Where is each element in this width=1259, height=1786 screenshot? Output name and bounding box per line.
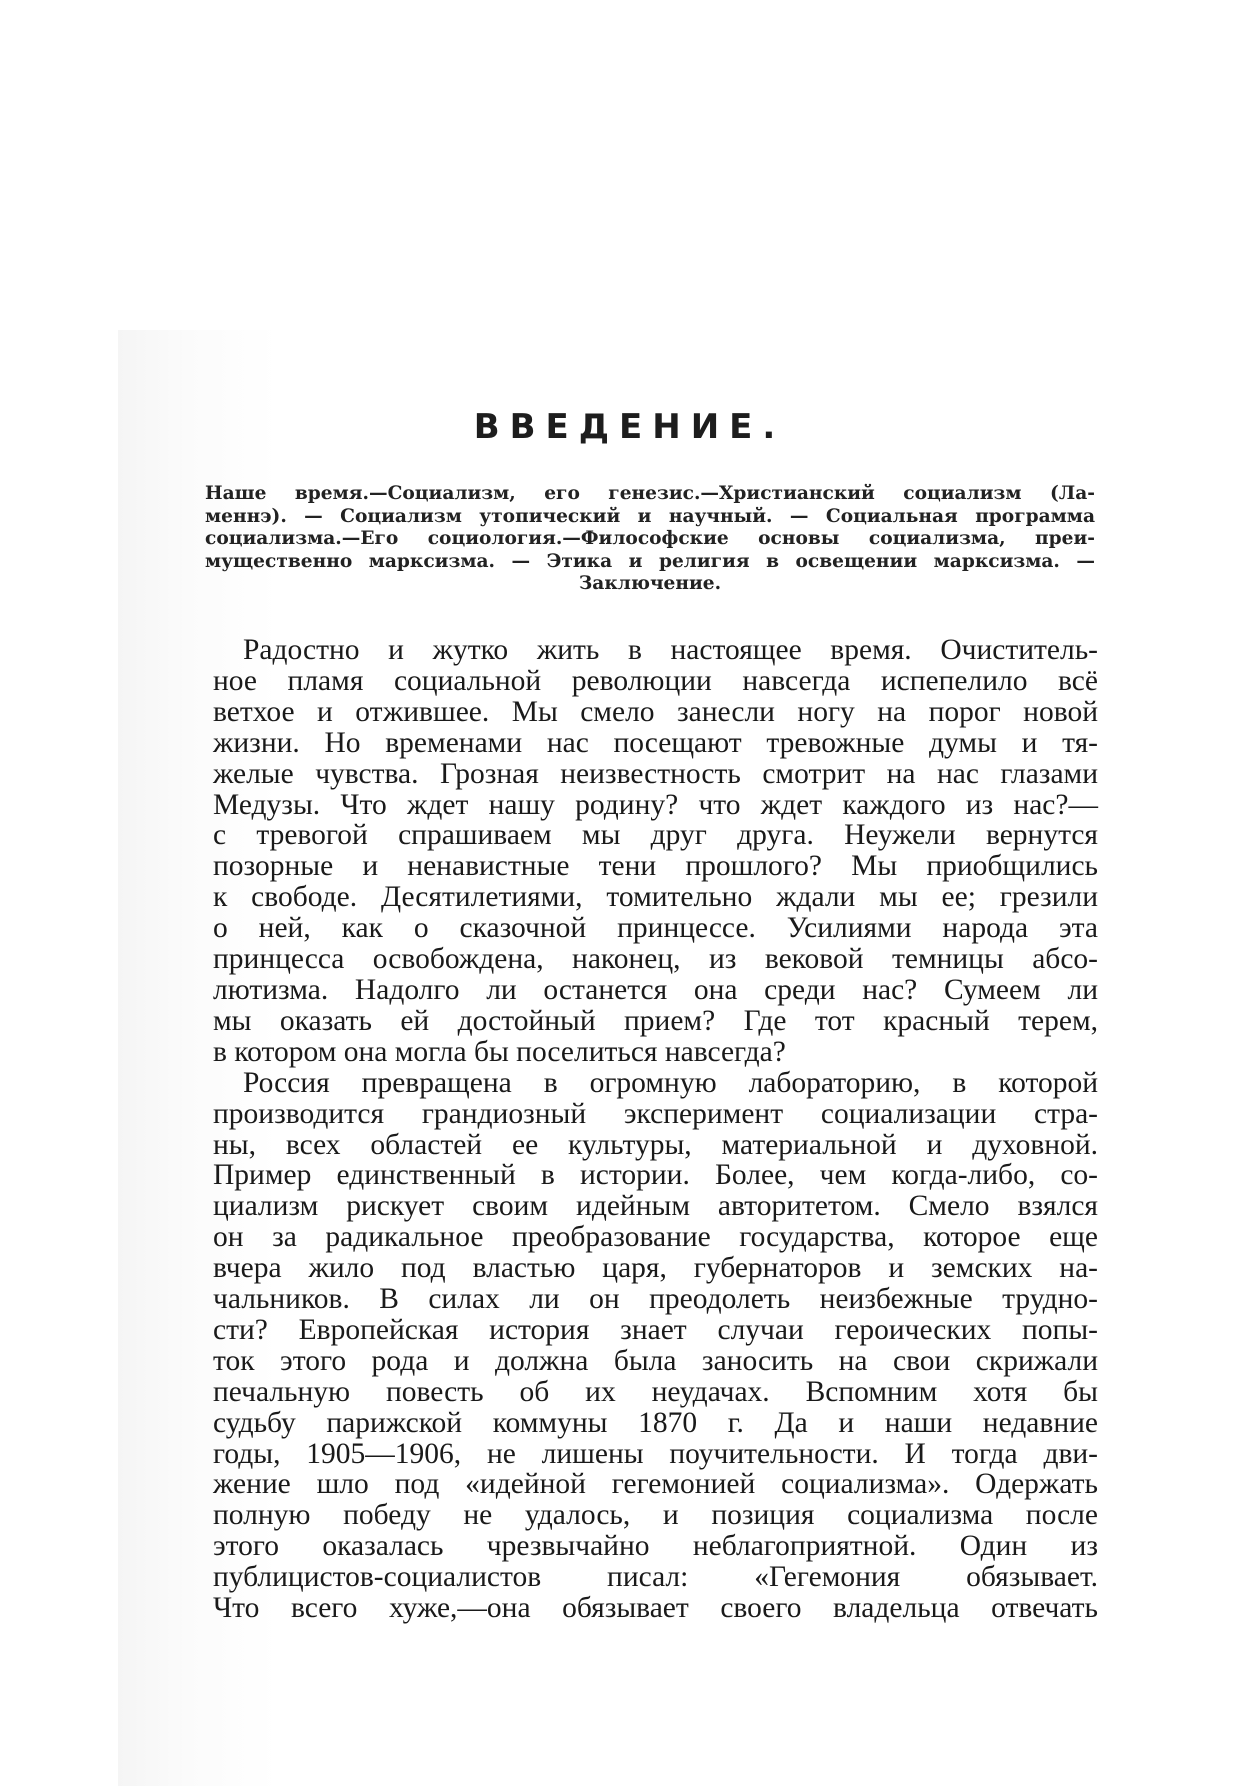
summary-line: социализма.—Его социология.—Философские основы социализма, преи- bbox=[205, 528, 1095, 549]
text-line: сти? Европейская история знает случаи героических попы- bbox=[213, 1313, 1098, 1346]
summary-line: Наше время.—Социализм, его генезис.—Христианский социализм (Ла- bbox=[205, 483, 1095, 504]
text-line: производится грандиозный эксперимент социализации стра- bbox=[213, 1097, 1098, 1130]
chapter-summary bbox=[205, 483, 1095, 596]
body-text bbox=[213, 635, 1098, 1624]
text-line: печальную повесть об их неудачах. Вспомним хотя бы bbox=[213, 1375, 1098, 1408]
text-line: желые чувства. Грозная неизвестность смотрит на нас глазами bbox=[213, 757, 1098, 790]
text-line: ток этого рода и должна была заносить на свои скрижали bbox=[213, 1344, 1098, 1377]
text-line: Россия превращена в огромную лабораторию, в которой bbox=[243, 1066, 1098, 1099]
text-line: Что всего хуже,—она обязывает своего владельца отвечать bbox=[213, 1592, 1098, 1625]
text-line: ны, всех областей ее культуры, материальной и духовной. bbox=[213, 1128, 1098, 1161]
text-line: публицистов-социалистов писал: «Гегемония обязывает. bbox=[213, 1561, 1098, 1594]
text-line: чальников. В силах ли он преодолеть неизбежные трудно- bbox=[213, 1283, 1098, 1316]
text-line: полную победу не удалось, и позиция социализма после bbox=[213, 1499, 1098, 1532]
text-line: с тревогой спрашиваем мы друг друга. Неужели вернутся bbox=[213, 819, 1098, 852]
text-line: он за радикальное преобразование государства, которое еще bbox=[213, 1221, 1098, 1254]
text-line: жение шло под «идейной гегемонией социализма». Одержать bbox=[213, 1468, 1098, 1501]
text-line: лютизма. Надолго ли останется она среди нас? Сумеем ли bbox=[213, 973, 1098, 1006]
text-line: Пример единственный в истории. Более, чем когда-либо, со- bbox=[213, 1159, 1098, 1192]
text-line: вчера жило под властью царя, губернаторов и земских на- bbox=[213, 1252, 1098, 1285]
text-line: судьбу парижской коммуны 1870 г. Да и наши недавние bbox=[213, 1406, 1098, 1439]
text-line: жизни. Но временами нас посещают тревожные думы и тя- bbox=[213, 726, 1098, 759]
text-line: ное пламя социальной революции навсегда испепелило всё bbox=[213, 664, 1098, 697]
text-line: к свободе. Десятилетиями, томительно ждали мы ее; грезили bbox=[213, 881, 1098, 914]
text-line: позорные и ненавистные тени прошлого? Мы приобщились bbox=[213, 850, 1098, 883]
text-line: Медузы. Что ждет нашу родину? что ждет каждого из нас?— bbox=[213, 788, 1098, 821]
text-line: этого оказалась чрезвычайно неблагоприятной. Один из bbox=[213, 1530, 1098, 1563]
text-line: Радостно и жутко жить в настоящее время. Очиститель- bbox=[243, 634, 1098, 666]
chapter-title: ВВЕДЕНИЕ. bbox=[473, 407, 786, 447]
text-line: принцесса освобождена, наконец, из вековой темницы абсо- bbox=[213, 943, 1098, 976]
text-line: ветхое и отжившее. Мы смело занесли ногу на порог новой bbox=[213, 695, 1098, 728]
summary-line: мущественно марксизма. — Этика и религия в освещении марксизма. — bbox=[205, 550, 1095, 572]
text-line: мы оказать ей достойный прием? Где тот красный терем, bbox=[213, 1004, 1098, 1037]
text-line: циализм рискует своим идейным авторитетом. Смело взялся bbox=[213, 1190, 1098, 1223]
summary-line: меннэ). — Социализм утопический и научный. — Социальная программа bbox=[205, 505, 1095, 527]
summary-line: Заключение. bbox=[578, 573, 722, 594]
text-line: в котором она могла бы поселиться навсегда? bbox=[213, 1035, 786, 1068]
text-line: годы, 1905—1906, не лишены поучительности. И тогда дви- bbox=[213, 1437, 1098, 1470]
text-line: о ней, как о сказочной принцессе. Усилиями народа эта bbox=[213, 912, 1098, 945]
